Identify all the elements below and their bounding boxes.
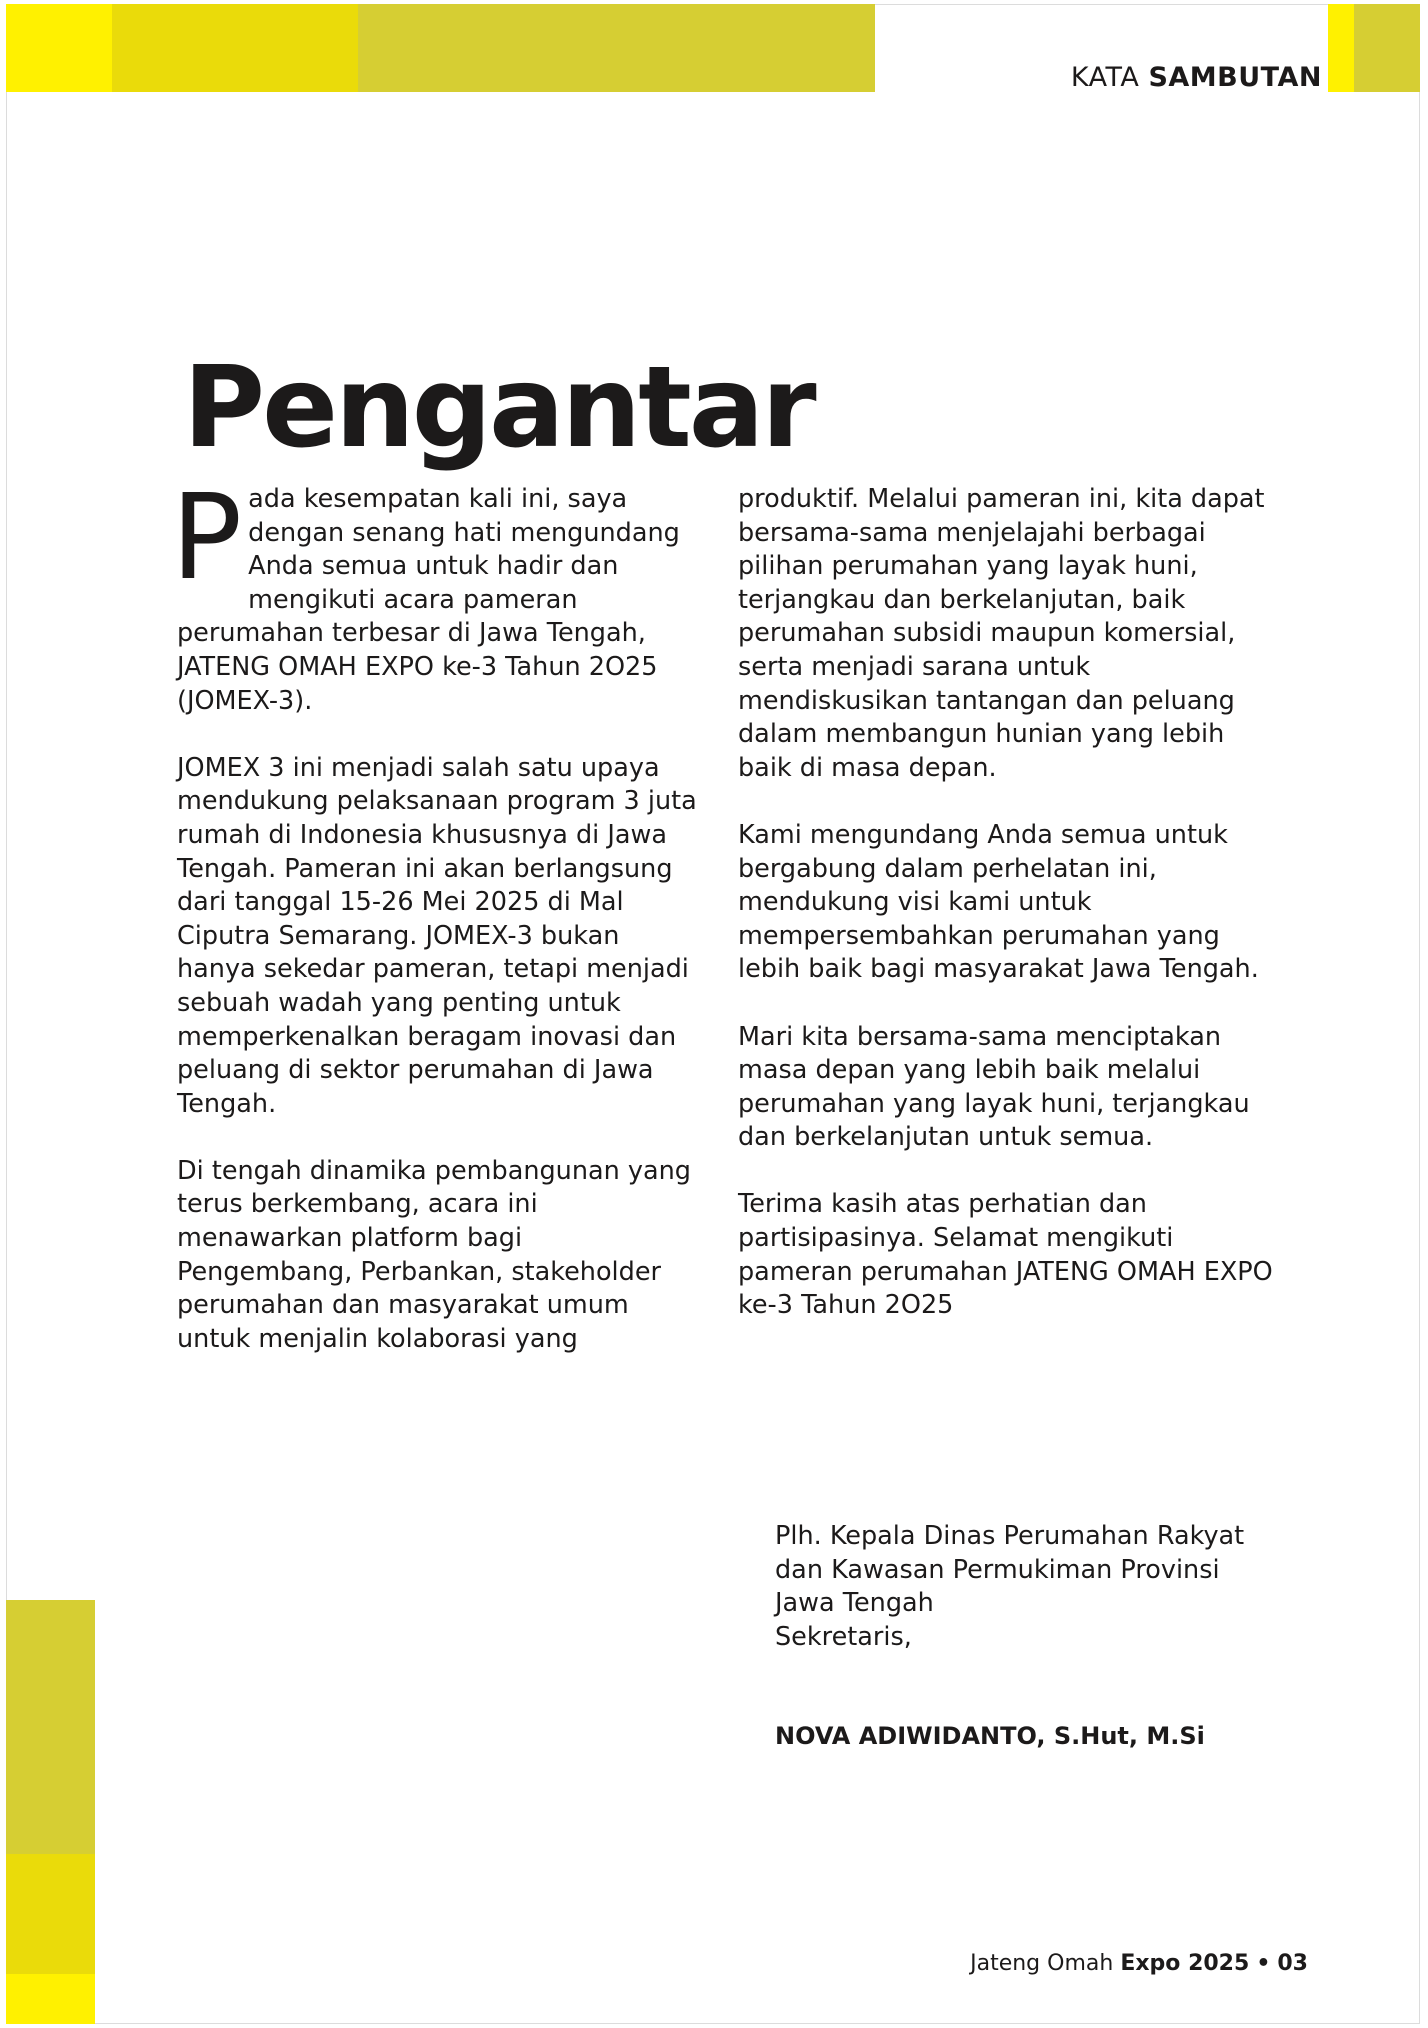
signature-position-line2: dan Kawasan Permukiman Provinsi bbox=[775, 1554, 1220, 1585]
footer-publication-bold: Expo 2025 bbox=[1120, 1951, 1250, 1976]
drop-cap: P bbox=[171, 468, 243, 606]
page-footer bbox=[970, 1951, 1308, 1976]
paragraph-intro bbox=[171, 468, 697, 718]
paragraph-invitation: Kami mengundang Anda semua untuk bergabung dalam perhelatan ini, mendukung visi kami untuk mempersembahkan perumahan yang lebih baik bagi masyarakat Jawa Tengah. bbox=[738, 819, 1259, 985]
top-band-mid bbox=[112, 4, 358, 92]
section-label-bold: SAMBUTAN bbox=[1148, 62, 1322, 93]
top-right-band-olive bbox=[1354, 4, 1420, 92]
section-label bbox=[1000, 62, 1322, 93]
right-column bbox=[738, 483, 1278, 1356]
top-right-band-bright bbox=[1328, 4, 1354, 92]
paragraph-future: Mari kita bersama-sama menciptakan masa depan yang lebih baik melalui perumahan yang layak huni, terjangkau dan berkelanjutan untuk semua. bbox=[738, 1021, 1250, 1153]
paragraph-intro-text: ada kesempatan kali ini, saya dengan senang hati mengundang Anda semua untuk hadir dan mengikuti acara pameran perumahan terbesar di Jawa Tengah, JATENG OMAH EXPO ke-3 Tahun 2O25 (JOMEX-3). bbox=[177, 484, 680, 716]
section-label-light: KATA bbox=[1070, 62, 1140, 93]
footer-bullet: • bbox=[1256, 1951, 1271, 1976]
bottom-left-band-bright bbox=[6, 1974, 95, 2024]
signature-position-line1: Plh. Kepala Dinas Perumahan Rakyat bbox=[775, 1521, 1245, 1551]
signatory-name: NOVA ADIWIDANTO, S.Hut, M.Si bbox=[775, 1722, 1205, 1750]
footer-publication-light: Jateng Omah bbox=[970, 1951, 1114, 1976]
paragraph-program: JOMEX 3 ini menjadi salah satu upaya mendukung pelaksanaan program 3 juta rumah di Indonesia khususnya di Jawa Tengah. Pameran ini akan berlangsung dari tanggal 15-26 Mei 2025 di Mal Ciputra Semarang. JOMEX-3 bukan hanya sekedar pameran, tetapi menjadi sebuah wadah yang penting untuk memperkenalkan beragam inovasi dan peluang di sektor perumahan di Jawa Tengah. bbox=[177, 752, 697, 1119]
bottom-left-band-mid bbox=[6, 1854, 95, 1974]
paragraph-thanks: Terima kasih atas perhatian dan partisipasinya. Selamat mengikuti pameran perumahan JATENG OMAH EXPO ke-3 Tahun 2O25 bbox=[738, 1189, 1273, 1321]
top-band-bright bbox=[6, 4, 112, 92]
paragraph-productive: produktif. Melalui pameran ini, kita dapat bersama-sama menjelajahi berbagai pilihan perumahan yang layak huni, terjangkau dan berkelanjutan, baik perumahan subsidi maupun komersial, serta menjadi sarana untuk mendiskusikan tantangan dan peluang dalam membangun hunian yang lebih baik di masa depan. bbox=[738, 484, 1265, 783]
paragraph-platform: Di tengah dinamika pembangunan yang terus berkembang, acara ini menawarkan platform bagi Pengembang, Perbankan, stakeholder perumahan dan masyarakat umum untuk menjalin kolaborasi yang bbox=[177, 1155, 691, 1354]
top-band-olive bbox=[358, 4, 875, 92]
left-column bbox=[171, 468, 697, 1390]
page-number: 03 bbox=[1277, 1951, 1308, 1976]
signature-block bbox=[775, 1520, 1295, 1654]
signature-position-line4: Sekretaris, bbox=[775, 1621, 912, 1652]
bottom-left-band-olive bbox=[6, 1600, 95, 1854]
page-title: Pengantar bbox=[183, 343, 814, 473]
signature-position-line3: Jawa Tengah bbox=[775, 1588, 934, 1619]
